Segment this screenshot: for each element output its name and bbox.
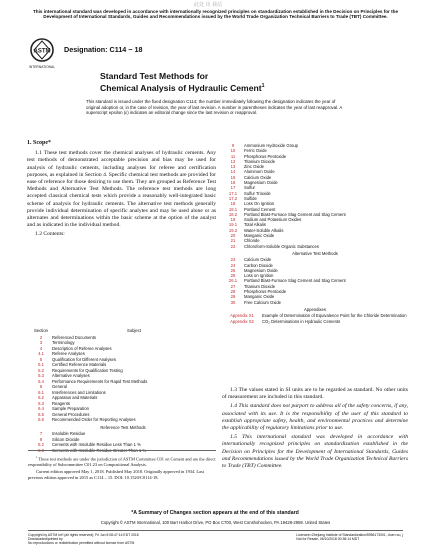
row-text: Reagents	[52, 400, 70, 406]
row-number: 17.2	[228, 195, 238, 201]
row-text: Silicon Dioxide	[52, 436, 80, 442]
row-text: Water-Soluble Alkalis	[244, 227, 284, 233]
bottom-bar	[28, 530, 403, 545]
alternative-heading: Alternative Test Methods	[292, 250, 338, 256]
row-number: 12	[230, 158, 236, 164]
row-number: 25	[230, 267, 236, 273]
row-text: Portland Cement	[244, 206, 276, 212]
row-text: Cements with Insoluble Residue Less Than 1 %	[52, 442, 141, 447]
right-text	[222, 387, 408, 470]
astm-logo-icon	[28, 37, 56, 71]
row-text: Sulfur Trioxide	[244, 190, 271, 196]
row-number: 15	[230, 174, 236, 180]
copyright: Copyright © ASTM International, 100 Barr Harbor Drive, PO Box C700, West Conshohocken, PA 19428-2959. United States	[100, 520, 331, 525]
row-number: 18.1	[228, 206, 238, 212]
row-number: 5.1	[38, 362, 44, 367]
row-number: 29	[230, 294, 236, 300]
row-text: Free Calcium Oxide	[244, 299, 282, 305]
row-number: 4.1	[38, 351, 44, 356]
row-number: 17	[230, 185, 236, 191]
left-column	[27, 140, 216, 239]
row-text: Alternative Analyses	[52, 373, 90, 378]
row-text: Requirements for Qualification Testing	[52, 367, 123, 373]
row-text: Magnesium Oxide	[244, 267, 278, 273]
row-text: Ammonium Hydroxide Group	[244, 143, 298, 148]
row-number: 16	[230, 180, 236, 186]
row-number: 6.2	[38, 395, 44, 400]
designation: Designation: C114 − 18	[64, 45, 143, 54]
summary-note: *A Summary of Changes section appears at the end of this standard	[131, 510, 299, 516]
contents-header-subject: Subject	[127, 328, 141, 333]
row-text: Cements with Insoluble Residue Greater Than 1 %	[52, 447, 147, 453]
row-text: Referee Analyses	[52, 351, 85, 356]
row-text: Portland Blast-Furnace Slag Cement and Slag Cement	[244, 278, 346, 284]
row-number: 4	[39, 345, 43, 351]
row-number: 30	[230, 299, 236, 305]
row-number: 5.3	[38, 373, 44, 378]
contents-table	[30, 328, 216, 453]
row-number: 23	[230, 257, 236, 263]
reference-heading: Reference Test Methods	[100, 424, 146, 430]
footnote-1: $^1$ These test methods are under the jurisdiction of ASTM Committee C01 on Cement and are the direct responsibility of Subcommittee C01.23 on Compositional Analysis.	[28, 456, 216, 467]
row-number: 28	[230, 289, 236, 295]
row-number: 6.6	[38, 417, 44, 422]
row-text: Loss On Ignition	[244, 201, 275, 207]
row-number: 5	[39, 356, 43, 362]
footnote-2: Current edition approved May 1, 2018. Published May 2018. Originally approved in 1934. Last previous edition approved in 2015 as C114 – 15. DOI: 10.1520/C0114-18.	[28, 469, 204, 480]
row-number: 18.2	[228, 211, 238, 217]
row-text: Portland Blast-Furnace Slag Cement and Slag Cement	[244, 211, 346, 217]
row-text: General Procedures	[52, 411, 90, 417]
title-line-1: Standard Test Methods for	[100, 71, 209, 81]
row-number: 6.3	[38, 400, 44, 406]
watermark: 此处 出 我站	[194, 2, 223, 8]
title-footnote-ref: 1	[261, 83, 265, 90]
row-number: 8.2	[38, 442, 44, 447]
contents-intro: 1.2 Contents:	[35, 231, 65, 238]
row-text: Referenced Documents	[52, 334, 96, 340]
row-text: Qualification for Different Analyses	[52, 356, 116, 362]
paragraph-1-3: 1.3 The values stated in SI units are to be regarded as standard. No other units of measurement are included in this standard.	[222, 387, 408, 401]
row-text: Calcium Oxide	[244, 257, 272, 263]
contents-row	[222, 244, 408, 249]
row-text: Description of Referee Analyses	[52, 345, 112, 351]
row-number: 19.1	[228, 222, 238, 228]
row-number: 9	[231, 143, 235, 148]
row-number: 24	[230, 262, 236, 268]
scope-paragraph: 1.1 These test methods cover the chemical analyses of hydraulic cements. Any test methods of demonstrated acceptable precision and bias may be used for analysis of hydraulic cements, including analyses for referee and certification purposes, as explained in Section 4. Specific chemical test methods are provided for ease of reference for those desiring to use them. They are grouped as Reference Test Methods and Alternative Test Methods. The reference test methods are long accepted classical chemical tests which provide a reasonably well-integrated basic scheme of analysis for hydraulic cements. The alternative test methods generally provide individual determination of specific analytes and may be used alone or as alternates and determinations within the basic scheme at the option of the analyst and as indicated in the individual method.	[27, 150, 216, 229]
bottom-right-note: Licensee=Zhejiang Institute of Standardization/5956173001, User=xu, j Not for Resale, 06/10/2018 00:38:14 MDT	[296, 533, 403, 541]
row-number: 5.4	[38, 378, 44, 384]
document-title	[100, 71, 264, 94]
contents-header	[30, 328, 216, 334]
row-text: Sulfur	[244, 185, 255, 191]
row-text: Interferences and Limitations	[52, 389, 106, 395]
row-text: Terminology	[52, 340, 75, 345]
row-text: Chloride	[244, 238, 260, 244]
svg-text:ASTM: ASTM	[33, 48, 51, 55]
row-text: Carbon Dioxide	[244, 262, 273, 268]
row-text: Magnesium Oxide	[244, 180, 278, 186]
row-text: Sulfide	[244, 195, 257, 201]
row-number: 10	[230, 148, 236, 154]
right-contents	[222, 143, 408, 324]
row-number: 17.1	[228, 190, 238, 196]
row-number: 18	[230, 201, 236, 207]
row-text: Manganic Oxide	[244, 294, 275, 300]
row-number: 7	[39, 431, 43, 436]
row-number: 21	[230, 238, 236, 244]
footnotes	[28, 447, 216, 480]
contents-row	[222, 319, 408, 324]
row-text: CO₂ Determinations in Hydraulic Cements	[262, 318, 341, 324]
row-text: Titanium Dioxide	[244, 158, 276, 164]
row-number: 6.5	[38, 411, 44, 417]
row-text: Calcium Oxide	[244, 174, 272, 180]
row-number: 14	[230, 169, 236, 175]
row-number: 19	[230, 217, 236, 223]
row-number: 3	[39, 340, 43, 345]
row-text: Aluminum Oxide	[244, 169, 275, 175]
row-text: General	[52, 384, 67, 389]
row-number: 6.1	[38, 389, 44, 395]
row-number: 20	[230, 233, 236, 239]
row-number: 5.2	[38, 367, 44, 373]
row-number: Appendix X1	[230, 313, 254, 319]
row-number: Appendix X2	[230, 318, 254, 324]
row-text: Loss on Ignition	[244, 273, 274, 279]
row-text: Chloroform-Soluble Organic Substances	[244, 243, 319, 249]
row-number: 8	[39, 436, 43, 442]
row-text: Example of Determination of Equivalence Point for the Chloride Determination	[262, 313, 407, 319]
row-text: Apparatus and Materials	[52, 395, 98, 400]
intro-note: This standard is issued under the fixed designation C114; the number immediately following the designation indicates the year of original adoption or, in the case of revision, the year of last revision. A number in parentheses indicates the year of last reapproval. A superscript epsilon (ε) indicates an editorial change since the last revision or reapproval.	[86, 99, 343, 116]
svg-text:INTERNATIONAL: INTERNATIONAL	[28, 65, 56, 69]
row-number: 2	[39, 334, 43, 340]
row-text: Manganic Oxide	[244, 233, 275, 239]
row-number: 8.3	[38, 447, 44, 453]
row-text: Zinc Oxide	[244, 164, 265, 170]
row-text: Insoluble Residue	[52, 431, 86, 436]
top-note: This international standard was developed in accordance with internationally recognized principles on standardization established in the Decision on Principles for the Development of International Standards, Guides and Recommendations issued by the World Trade Organization Technical Barriers to Trade (TBT) Committee.	[32, 9, 399, 20]
row-text: Recommended Order for Reporting Analyses	[52, 417, 136, 422]
row-text: Phosphorus Pentoxide	[244, 153, 287, 159]
row-number: 26.1	[228, 278, 238, 284]
contents-row	[222, 300, 408, 305]
row-number: 6	[39, 384, 43, 389]
row-number: 13	[230, 164, 236, 170]
row-text: Ferric Oxide	[244, 148, 267, 154]
row-number: 6.4	[38, 406, 44, 411]
paragraph-1-5: 1.5 This international standard was developed in accordance with internationally recognized principles on standardization established in the Decision on Principles for the Development of International Standards, Guides and Recommendations issued by the World Trade Organization Technical Barriers to Trade (TBT) Committee.	[222, 434, 408, 470]
row-text: Sample Preparation	[52, 406, 90, 411]
row-number: 19.2	[228, 227, 238, 233]
row-number: 22	[230, 243, 236, 249]
row-text: Sodium and Potassium Oxides	[244, 217, 302, 223]
row-number: 27	[230, 283, 236, 289]
title-line-2: Chemical Analysis of Hydraulic Cement$^1$	[100, 83, 265, 94]
row-text: Certified Reference Materials	[52, 362, 107, 367]
contents-header-section: Section	[34, 328, 48, 333]
scope-heading: 1. Scope*	[27, 140, 51, 146]
row-text: Phosphorus Pentoxide	[244, 289, 287, 295]
row-text: Performance Requirements for Rapid Test Methods	[52, 378, 148, 384]
paragraph-1-4: 1.4 This standard does not purport to address all of the safety concerns, if any, associated with its use. It is the responsibility of the user of this standard to establish appropriate safety, health, and environmental practices and determine the applicability of regulatory limitations prior to use.	[222, 403, 408, 432]
row-text: Titanium Dioxide	[244, 283, 276, 289]
bottom-left-note: Copyright by ASTM Int'l (all rights reserved); Fri Jun 8 08:47:14 EDT 2018 Downloaded/printed by No reproductions or redistribution permitted without license from ASTM	[28, 533, 139, 545]
row-text: Total Alkalis	[244, 222, 266, 228]
row-number: 11	[230, 153, 236, 159]
contents-row	[30, 417, 216, 423]
row-number: 26	[230, 273, 236, 279]
appendixes-heading: Appendixes	[304, 306, 326, 312]
